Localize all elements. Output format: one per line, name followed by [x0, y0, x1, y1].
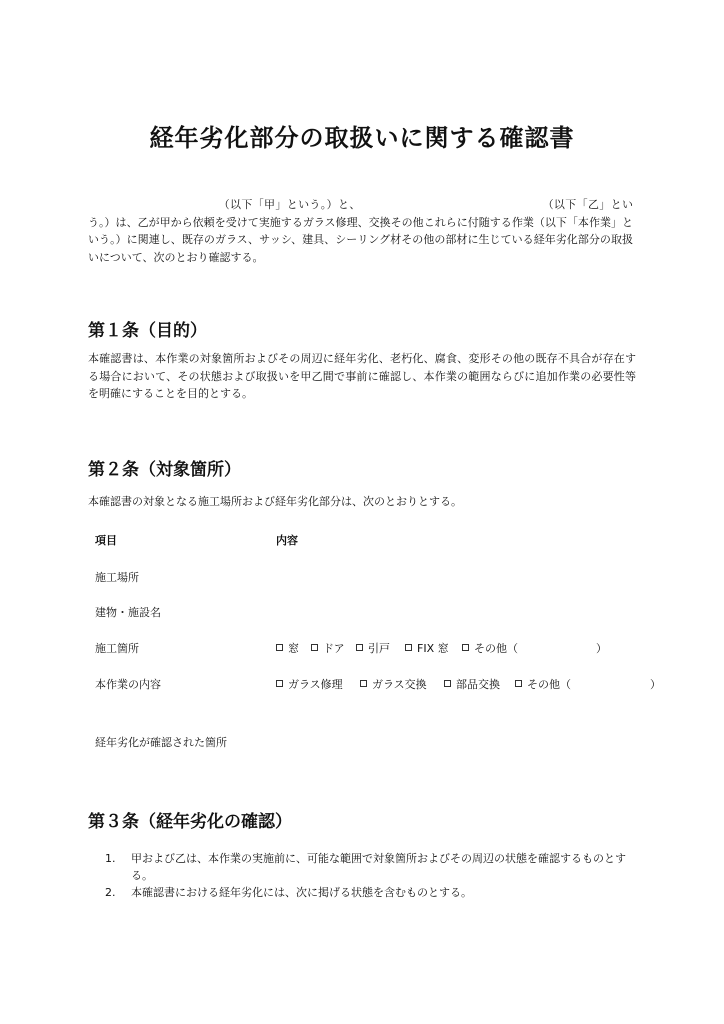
checkbox-option[interactable]: 部品交換	[444, 676, 500, 692]
table-row-deterioration: 経年劣化が確認された箇所	[95, 736, 227, 749]
checkbox-icon	[276, 680, 283, 687]
checkbox-icon	[462, 644, 469, 651]
table-row-location: 施工箇所	[95, 642, 139, 655]
checkbox-icon	[360, 680, 367, 687]
checkbox-icon	[311, 644, 318, 651]
checkbox-icon	[444, 680, 451, 687]
other-close-paren: ）	[596, 642, 607, 655]
table-row-building: 建物・施設名	[95, 606, 161, 619]
list-item: 2. 本確認書における経年劣化には、次に掲げる状態を含むものとする。	[105, 886, 472, 899]
table-row-work: 本作業の内容	[95, 678, 161, 691]
checkbox-option[interactable]: 引戸	[356, 640, 390, 656]
checkbox-icon	[276, 644, 283, 651]
table-header-item: 項目	[95, 534, 117, 547]
checkbox-option[interactable]: ガラス交換	[360, 676, 427, 692]
document-title: 経年劣化部分の取扱いに関する確認書	[149, 124, 575, 152]
checkbox-option[interactable]: その他（	[515, 676, 571, 692]
article3-heading: 第３条（経年劣化の確認）	[88, 812, 292, 832]
article3-list	[105, 850, 645, 901]
other-close-paren: ）	[650, 678, 661, 691]
article1-body: 本確認書は、本作業の対象箇所およびその周辺に経年劣化、老朽化、腐食、変形その他の既存不具合が存在する場合において、その状態および取扱いを甲乙間で事前に確認し、本作業の範囲ならびに追加作業の必要性等を明確にすることを目的とする。	[88, 352, 636, 400]
checkbox-icon	[356, 644, 363, 651]
intro-paragraph: （以下「甲」という。）と、 （以下「乙」という。）は、乙が甲から依頼を受けて実施するガラス修理、交換その他これらに付随する作業（以下「本作業」という。）に関連し、既存のガラス、サッシ、建具、シーリング材その他の部材に生じている経年劣化部分の取扱いについて、次のとおり確認する。	[88, 198, 633, 264]
checkbox-icon	[405, 644, 412, 651]
table-row-site: 施工場所	[95, 571, 139, 584]
article1-heading: 第１条（目的）	[88, 321, 207, 341]
checkbox-option[interactable]: FIX 窓	[405, 640, 449, 656]
list-item: 1. 甲および乙は、本作業の実施前に、可能な範囲で対象箇所およびその周辺の状態を確認するものとする。	[105, 852, 626, 882]
checkbox-option[interactable]: ガラス修理	[276, 676, 343, 692]
checkbox-option[interactable]: その他（	[462, 640, 518, 656]
checkbox-option[interactable]: ドア	[311, 640, 345, 656]
checkbox-icon	[515, 680, 522, 687]
article2-heading: 第２条（対象箇所）	[88, 460, 241, 480]
article2-body: 本確認書の対象となる施工場所および経年劣化部分は、次のとおりとする。	[88, 495, 462, 508]
checkbox-option[interactable]: 窓	[276, 640, 299, 656]
table-header-content: 内容	[276, 534, 298, 547]
